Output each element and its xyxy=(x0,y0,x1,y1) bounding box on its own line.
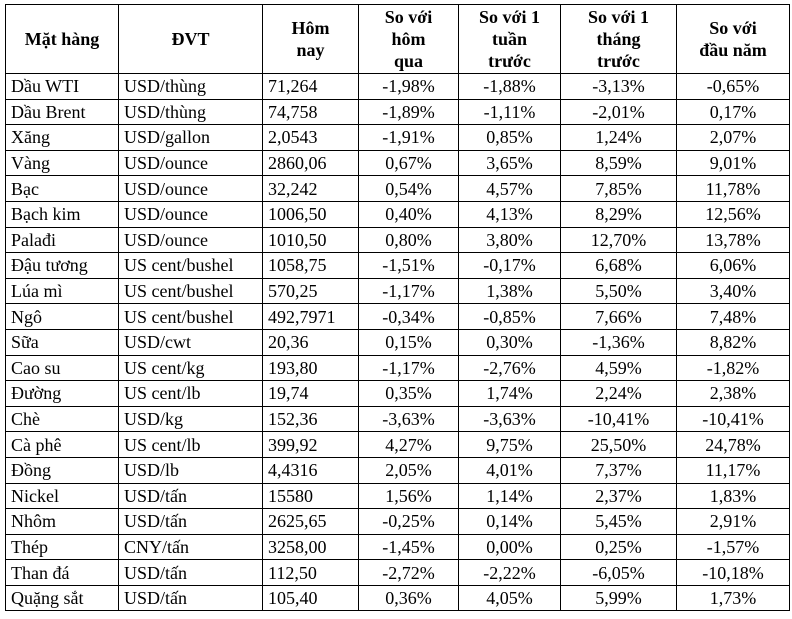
commodity-name: Dầu Brent xyxy=(6,99,119,125)
change-vs-yesterday: 0,36% xyxy=(359,585,459,611)
change-vs-last-week: 4,13% xyxy=(459,201,561,227)
price-today: 71,264 xyxy=(263,74,359,100)
unit: US cent/bushel xyxy=(119,304,263,330)
commodity-name: Lúa mì xyxy=(6,278,119,304)
price-today: 570,25 xyxy=(263,278,359,304)
change-vs-last-week: 1,74% xyxy=(459,381,561,407)
price-today: 3258,00 xyxy=(263,534,359,560)
change-vs-yesterday: 1,56% xyxy=(359,483,459,509)
change-vs-year-start: -0,65% xyxy=(677,74,790,100)
change-vs-year-start: -10,41% xyxy=(677,406,790,432)
price-today: 492,7971 xyxy=(263,304,359,330)
change-vs-yesterday: -1,51% xyxy=(359,253,459,279)
change-vs-last-week: -0,85% xyxy=(459,304,561,330)
price-today: 1006,50 xyxy=(263,201,359,227)
change-vs-last-month: -10,41% xyxy=(561,406,677,432)
table-body xyxy=(6,74,790,611)
commodity-name: Bạch kim xyxy=(6,201,119,227)
change-vs-last-week: 1,14% xyxy=(459,483,561,509)
header-vs-yesterday: So với hôm qua xyxy=(359,5,459,74)
table-row xyxy=(6,125,790,151)
change-vs-year-start: 9,01% xyxy=(677,150,790,176)
table-row xyxy=(6,381,790,407)
table-row xyxy=(6,355,790,381)
unit: CNY/tấn xyxy=(119,534,263,560)
unit: USD/tấn xyxy=(119,483,263,509)
change-vs-last-week: 0,30% xyxy=(459,329,561,355)
price-today: 20,36 xyxy=(263,329,359,355)
change-vs-last-week: -2,76% xyxy=(459,355,561,381)
table-header xyxy=(6,5,790,74)
unit: USD/ounce xyxy=(119,201,263,227)
header-today: Hôm nay xyxy=(263,5,359,74)
change-vs-year-start: 2,38% xyxy=(677,381,790,407)
price-today: 1010,50 xyxy=(263,227,359,253)
price-today: 2860,06 xyxy=(263,150,359,176)
unit: USD/gallon xyxy=(119,125,263,151)
unit: USD/ounce xyxy=(119,150,263,176)
change-vs-year-start: 8,82% xyxy=(677,329,790,355)
table-row xyxy=(6,509,790,535)
commodity-name: Sữa xyxy=(6,329,119,355)
change-vs-last-month: 2,37% xyxy=(561,483,677,509)
change-vs-last-week: 4,57% xyxy=(459,176,561,202)
change-vs-yesterday: 4,27% xyxy=(359,432,459,458)
price-today: 74,758 xyxy=(263,99,359,125)
change-vs-last-month: 12,70% xyxy=(561,227,677,253)
change-vs-last-month: 7,37% xyxy=(561,457,677,483)
change-vs-year-start: 1,83% xyxy=(677,483,790,509)
price-today: 152,36 xyxy=(263,406,359,432)
table-row xyxy=(6,406,790,432)
change-vs-yesterday: -1,45% xyxy=(359,534,459,560)
table-row xyxy=(6,560,790,586)
change-vs-last-month: -6,05% xyxy=(561,560,677,586)
change-vs-yesterday: 2,05% xyxy=(359,457,459,483)
change-vs-last-month: 7,66% xyxy=(561,304,677,330)
change-vs-last-week: 0,14% xyxy=(459,509,561,535)
change-vs-year-start: 24,78% xyxy=(677,432,790,458)
table-row xyxy=(6,278,790,304)
table-row xyxy=(6,534,790,560)
change-vs-yesterday: 0,80% xyxy=(359,227,459,253)
change-vs-last-month: -2,01% xyxy=(561,99,677,125)
table-row xyxy=(6,329,790,355)
commodity-name: Cà phê xyxy=(6,432,119,458)
change-vs-year-start: 12,56% xyxy=(677,201,790,227)
commodity-name: Chè xyxy=(6,406,119,432)
unit: USD/lb xyxy=(119,457,263,483)
unit: USD/tấn xyxy=(119,509,263,535)
change-vs-year-start: 6,06% xyxy=(677,253,790,279)
price-today: 399,92 xyxy=(263,432,359,458)
unit: USD/ounce xyxy=(119,227,263,253)
unit: USD/kg xyxy=(119,406,263,432)
change-vs-yesterday: -1,17% xyxy=(359,278,459,304)
change-vs-year-start: -1,82% xyxy=(677,355,790,381)
unit: US cent/bushel xyxy=(119,278,263,304)
change-vs-last-month: 1,24% xyxy=(561,125,677,151)
price-today: 2,0543 xyxy=(263,125,359,151)
unit: US cent/lb xyxy=(119,381,263,407)
table-row xyxy=(6,253,790,279)
change-vs-year-start: 0,17% xyxy=(677,99,790,125)
change-vs-last-week: -1,11% xyxy=(459,99,561,125)
price-today: 1058,75 xyxy=(263,253,359,279)
commodity-name: Nhôm xyxy=(6,509,119,535)
change-vs-last-week: 0,85% xyxy=(459,125,561,151)
change-vs-last-month: 5,50% xyxy=(561,278,677,304)
price-today: 19,74 xyxy=(263,381,359,407)
commodity-name: Quặng sắt xyxy=(6,585,119,611)
unit: US cent/bushel xyxy=(119,253,263,279)
unit: US cent/lb xyxy=(119,432,263,458)
change-vs-yesterday: -2,72% xyxy=(359,560,459,586)
change-vs-yesterday: 0,40% xyxy=(359,201,459,227)
change-vs-last-month: 0,25% xyxy=(561,534,677,560)
unit: USD/tấn xyxy=(119,560,263,586)
change-vs-yesterday: -0,34% xyxy=(359,304,459,330)
change-vs-last-week: -3,63% xyxy=(459,406,561,432)
change-vs-last-week: 4,05% xyxy=(459,585,561,611)
table-row xyxy=(6,150,790,176)
change-vs-year-start: 11,17% xyxy=(677,457,790,483)
change-vs-last-month: 7,85% xyxy=(561,176,677,202)
change-vs-last-week: -0,17% xyxy=(459,253,561,279)
price-today: 32,242 xyxy=(263,176,359,202)
unit: US cent/kg xyxy=(119,355,263,381)
header-vs-year-start: So với đầu năm xyxy=(677,5,790,74)
commodity-name: Thép xyxy=(6,534,119,560)
table-row xyxy=(6,99,790,125)
change-vs-last-month: 5,45% xyxy=(561,509,677,535)
price-today: 15580 xyxy=(263,483,359,509)
change-vs-last-week: 0,00% xyxy=(459,534,561,560)
change-vs-year-start: -10,18% xyxy=(677,560,790,586)
commodity-name: Nickel xyxy=(6,483,119,509)
change-vs-yesterday: -1,91% xyxy=(359,125,459,151)
commodity-name: Ngô xyxy=(6,304,119,330)
change-vs-last-month: 2,24% xyxy=(561,381,677,407)
change-vs-yesterday: 0,67% xyxy=(359,150,459,176)
unit: USD/thùng xyxy=(119,74,263,100)
commodity-name: Đồng xyxy=(6,457,119,483)
header-row xyxy=(6,5,790,74)
header-vs-last-month: So với 1 tháng trước xyxy=(561,5,677,74)
change-vs-yesterday: -1,17% xyxy=(359,355,459,381)
price-today: 4,4316 xyxy=(263,457,359,483)
change-vs-last-month: 6,68% xyxy=(561,253,677,279)
table-row xyxy=(6,432,790,458)
change-vs-year-start: 13,78% xyxy=(677,227,790,253)
commodity-name: Than đá xyxy=(6,560,119,586)
change-vs-yesterday: -1,98% xyxy=(359,74,459,100)
commodity-name: Bạc xyxy=(6,176,119,202)
table-row xyxy=(6,74,790,100)
table-row xyxy=(6,585,790,611)
change-vs-year-start: 3,40% xyxy=(677,278,790,304)
change-vs-last-month: 4,59% xyxy=(561,355,677,381)
change-vs-last-month: 8,29% xyxy=(561,201,677,227)
unit: USD/cwt xyxy=(119,329,263,355)
table-row xyxy=(6,304,790,330)
change-vs-last-month: -3,13% xyxy=(561,74,677,100)
change-vs-last-week: 3,80% xyxy=(459,227,561,253)
change-vs-last-week: 4,01% xyxy=(459,457,561,483)
commodity-name: Đậu tương xyxy=(6,253,119,279)
price-today: 2625,65 xyxy=(263,509,359,535)
change-vs-yesterday: 0,15% xyxy=(359,329,459,355)
change-vs-last-week: 3,65% xyxy=(459,150,561,176)
commodity-price-table xyxy=(5,4,790,611)
commodity-name: Cao su xyxy=(6,355,119,381)
header-commodity: Mặt hàng xyxy=(6,5,119,74)
commodity-name: Palađi xyxy=(6,227,119,253)
header-unit: ĐVT xyxy=(119,5,263,74)
table-row xyxy=(6,483,790,509)
change-vs-last-month: 25,50% xyxy=(561,432,677,458)
table-row xyxy=(6,227,790,253)
commodity-name: Đường xyxy=(6,381,119,407)
unit: USD/tấn xyxy=(119,585,263,611)
commodity-name: Vàng xyxy=(6,150,119,176)
table-row xyxy=(6,176,790,202)
commodity-name: Xăng xyxy=(6,125,119,151)
change-vs-last-week: 9,75% xyxy=(459,432,561,458)
change-vs-yesterday: -0,25% xyxy=(359,509,459,535)
unit: USD/ounce xyxy=(119,176,263,202)
change-vs-last-week: 1,38% xyxy=(459,278,561,304)
change-vs-year-start: 1,73% xyxy=(677,585,790,611)
header-vs-last-week: So với 1 tuần trước xyxy=(459,5,561,74)
change-vs-year-start: 2,07% xyxy=(677,125,790,151)
table-row xyxy=(6,201,790,227)
price-today: 112,50 xyxy=(263,560,359,586)
change-vs-year-start: 2,91% xyxy=(677,509,790,535)
change-vs-year-start: 7,48% xyxy=(677,304,790,330)
price-today: 193,80 xyxy=(263,355,359,381)
change-vs-yesterday: 0,35% xyxy=(359,381,459,407)
change-vs-yesterday: 0,54% xyxy=(359,176,459,202)
table-row xyxy=(6,457,790,483)
commodity-name: Dầu WTI xyxy=(6,74,119,100)
change-vs-year-start: 11,78% xyxy=(677,176,790,202)
change-vs-last-month: 8,59% xyxy=(561,150,677,176)
change-vs-last-month: 5,99% xyxy=(561,585,677,611)
unit: USD/thùng xyxy=(119,99,263,125)
change-vs-year-start: -1,57% xyxy=(677,534,790,560)
change-vs-yesterday: -3,63% xyxy=(359,406,459,432)
change-vs-last-week: -1,88% xyxy=(459,74,561,100)
price-today: 105,40 xyxy=(263,585,359,611)
change-vs-last-week: -2,22% xyxy=(459,560,561,586)
change-vs-last-month: -1,36% xyxy=(561,329,677,355)
change-vs-yesterday: -1,89% xyxy=(359,99,459,125)
